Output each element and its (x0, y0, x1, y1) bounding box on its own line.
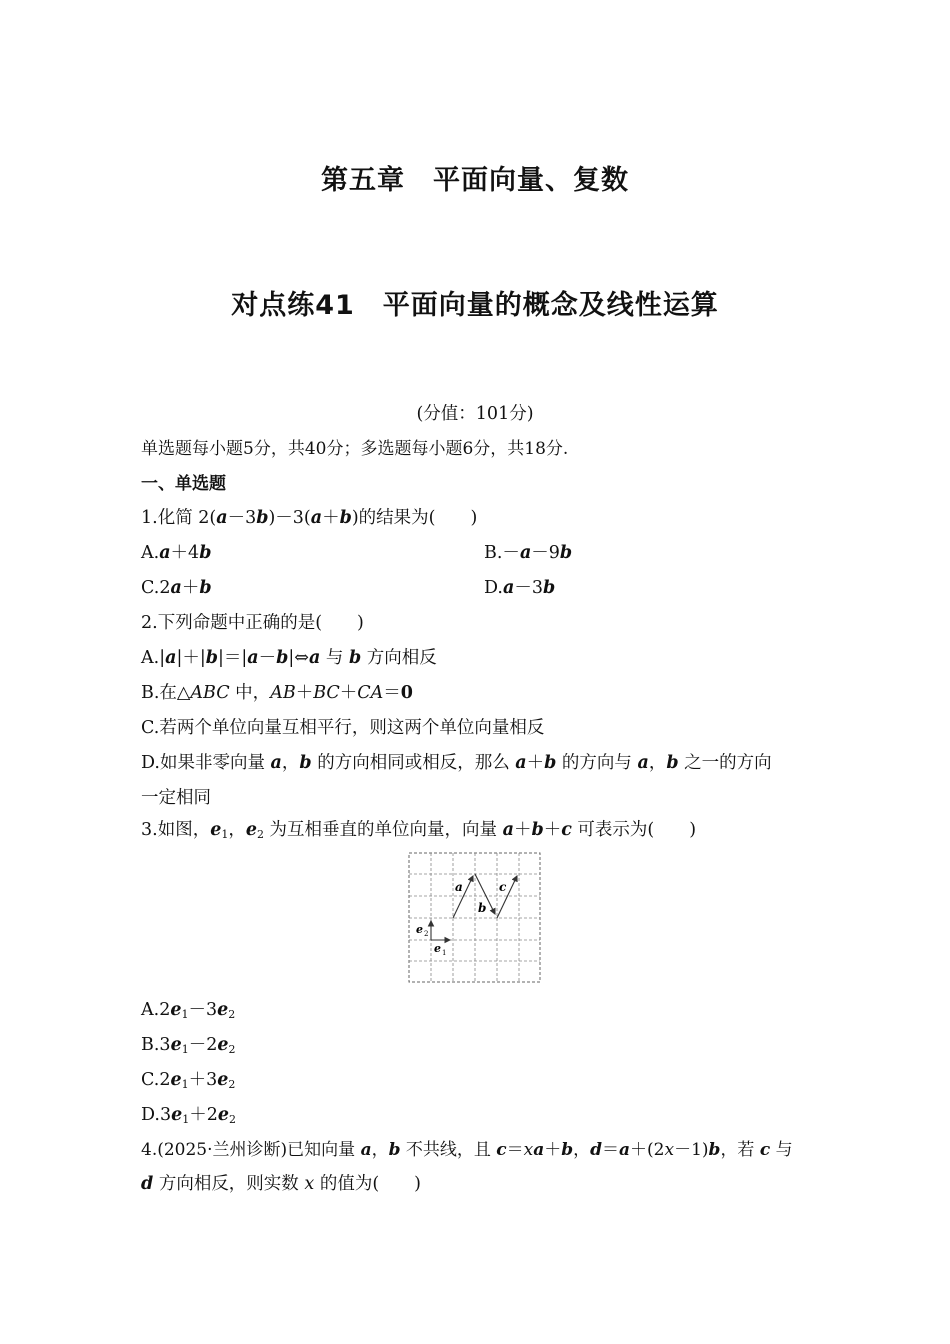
label-e2: e (416, 923, 423, 936)
lesson-title: 对点练41 平面向量的概念及线性运算 (231, 290, 719, 321)
question-3-option-b: $B.3e_1-2e_2$ (141, 1035, 236, 1056)
question-1-option-c: C.2a＋b (141, 578, 212, 598)
question-1-option-a: A.a＋4b (141, 543, 212, 563)
question-2-option-d-line2: 一定相同 (141, 788, 211, 808)
chapter-title: 第五章 平面向量、复数 (321, 165, 629, 196)
section-heading-single-choice: 一、单选题 (141, 474, 226, 494)
vector-grid-figure (407, 851, 542, 984)
question-4-stem-line2: d 方向相反，则实数 x 的值为( ) (141, 1174, 421, 1194)
label-a: a (455, 880, 463, 894)
question-4-stem-line1: 4.(2025·兰州诊断)已知向量 a，b 不共线，且 c＝xa＋b，d＝a＋(2x－1)b，若 c 与 (141, 1140, 793, 1160)
question-3-option-c: $C.2e_1+3e_2$ (141, 1070, 236, 1091)
question-2-option-c: C.若两个单位向量互相平行，则这两个单位向量相反 (141, 718, 545, 738)
question-1-option-d: D.a－3b (484, 578, 556, 598)
question-2-option-b: B.在△ABC 中，AB＋BC＋CA＝0 (141, 683, 413, 703)
question-1-stem: 1.化简 2(a－3b)－3(a＋b)的结果为( ) (141, 508, 478, 528)
question-3-option-d: $D.3e_1+2e_2$ (141, 1105, 237, 1126)
question-3-option-a: $A.2e_1-3e_2$ (141, 1000, 236, 1021)
scoring-rule: 单选题每小题5分，共40分；多选题每小题6分，共18分. (141, 439, 569, 459)
question-1-option-b: B.－a－9b (484, 543, 573, 563)
label-e2-sub: 2 (424, 930, 429, 938)
grid-lines (409, 853, 540, 982)
question-3-stem: 3.如图，$e_1$，$e_2$ 为互相垂直的单位向量，向量 a＋b＋c 可表示为( ) (141, 820, 697, 841)
label-b: b (478, 901, 487, 915)
question-2-option-d-line1: D.如果非零向量 a，b 的方向相同或相反，那么 a＋b 的方向与 a，b 之一的方向 (141, 753, 772, 773)
label-c: c (499, 880, 507, 894)
label-e1: e (434, 942, 441, 955)
question-2-option-a: A.|a|＋|b|＝|a－b|⇔a 与 b 方向相反 (141, 648, 437, 668)
label-e1-sub: 1 (442, 949, 447, 957)
question-2-stem: 2.下列命题中正确的是( ) (141, 613, 364, 633)
grid-border (409, 853, 540, 982)
score-note: (分值：101分) (416, 404, 534, 424)
